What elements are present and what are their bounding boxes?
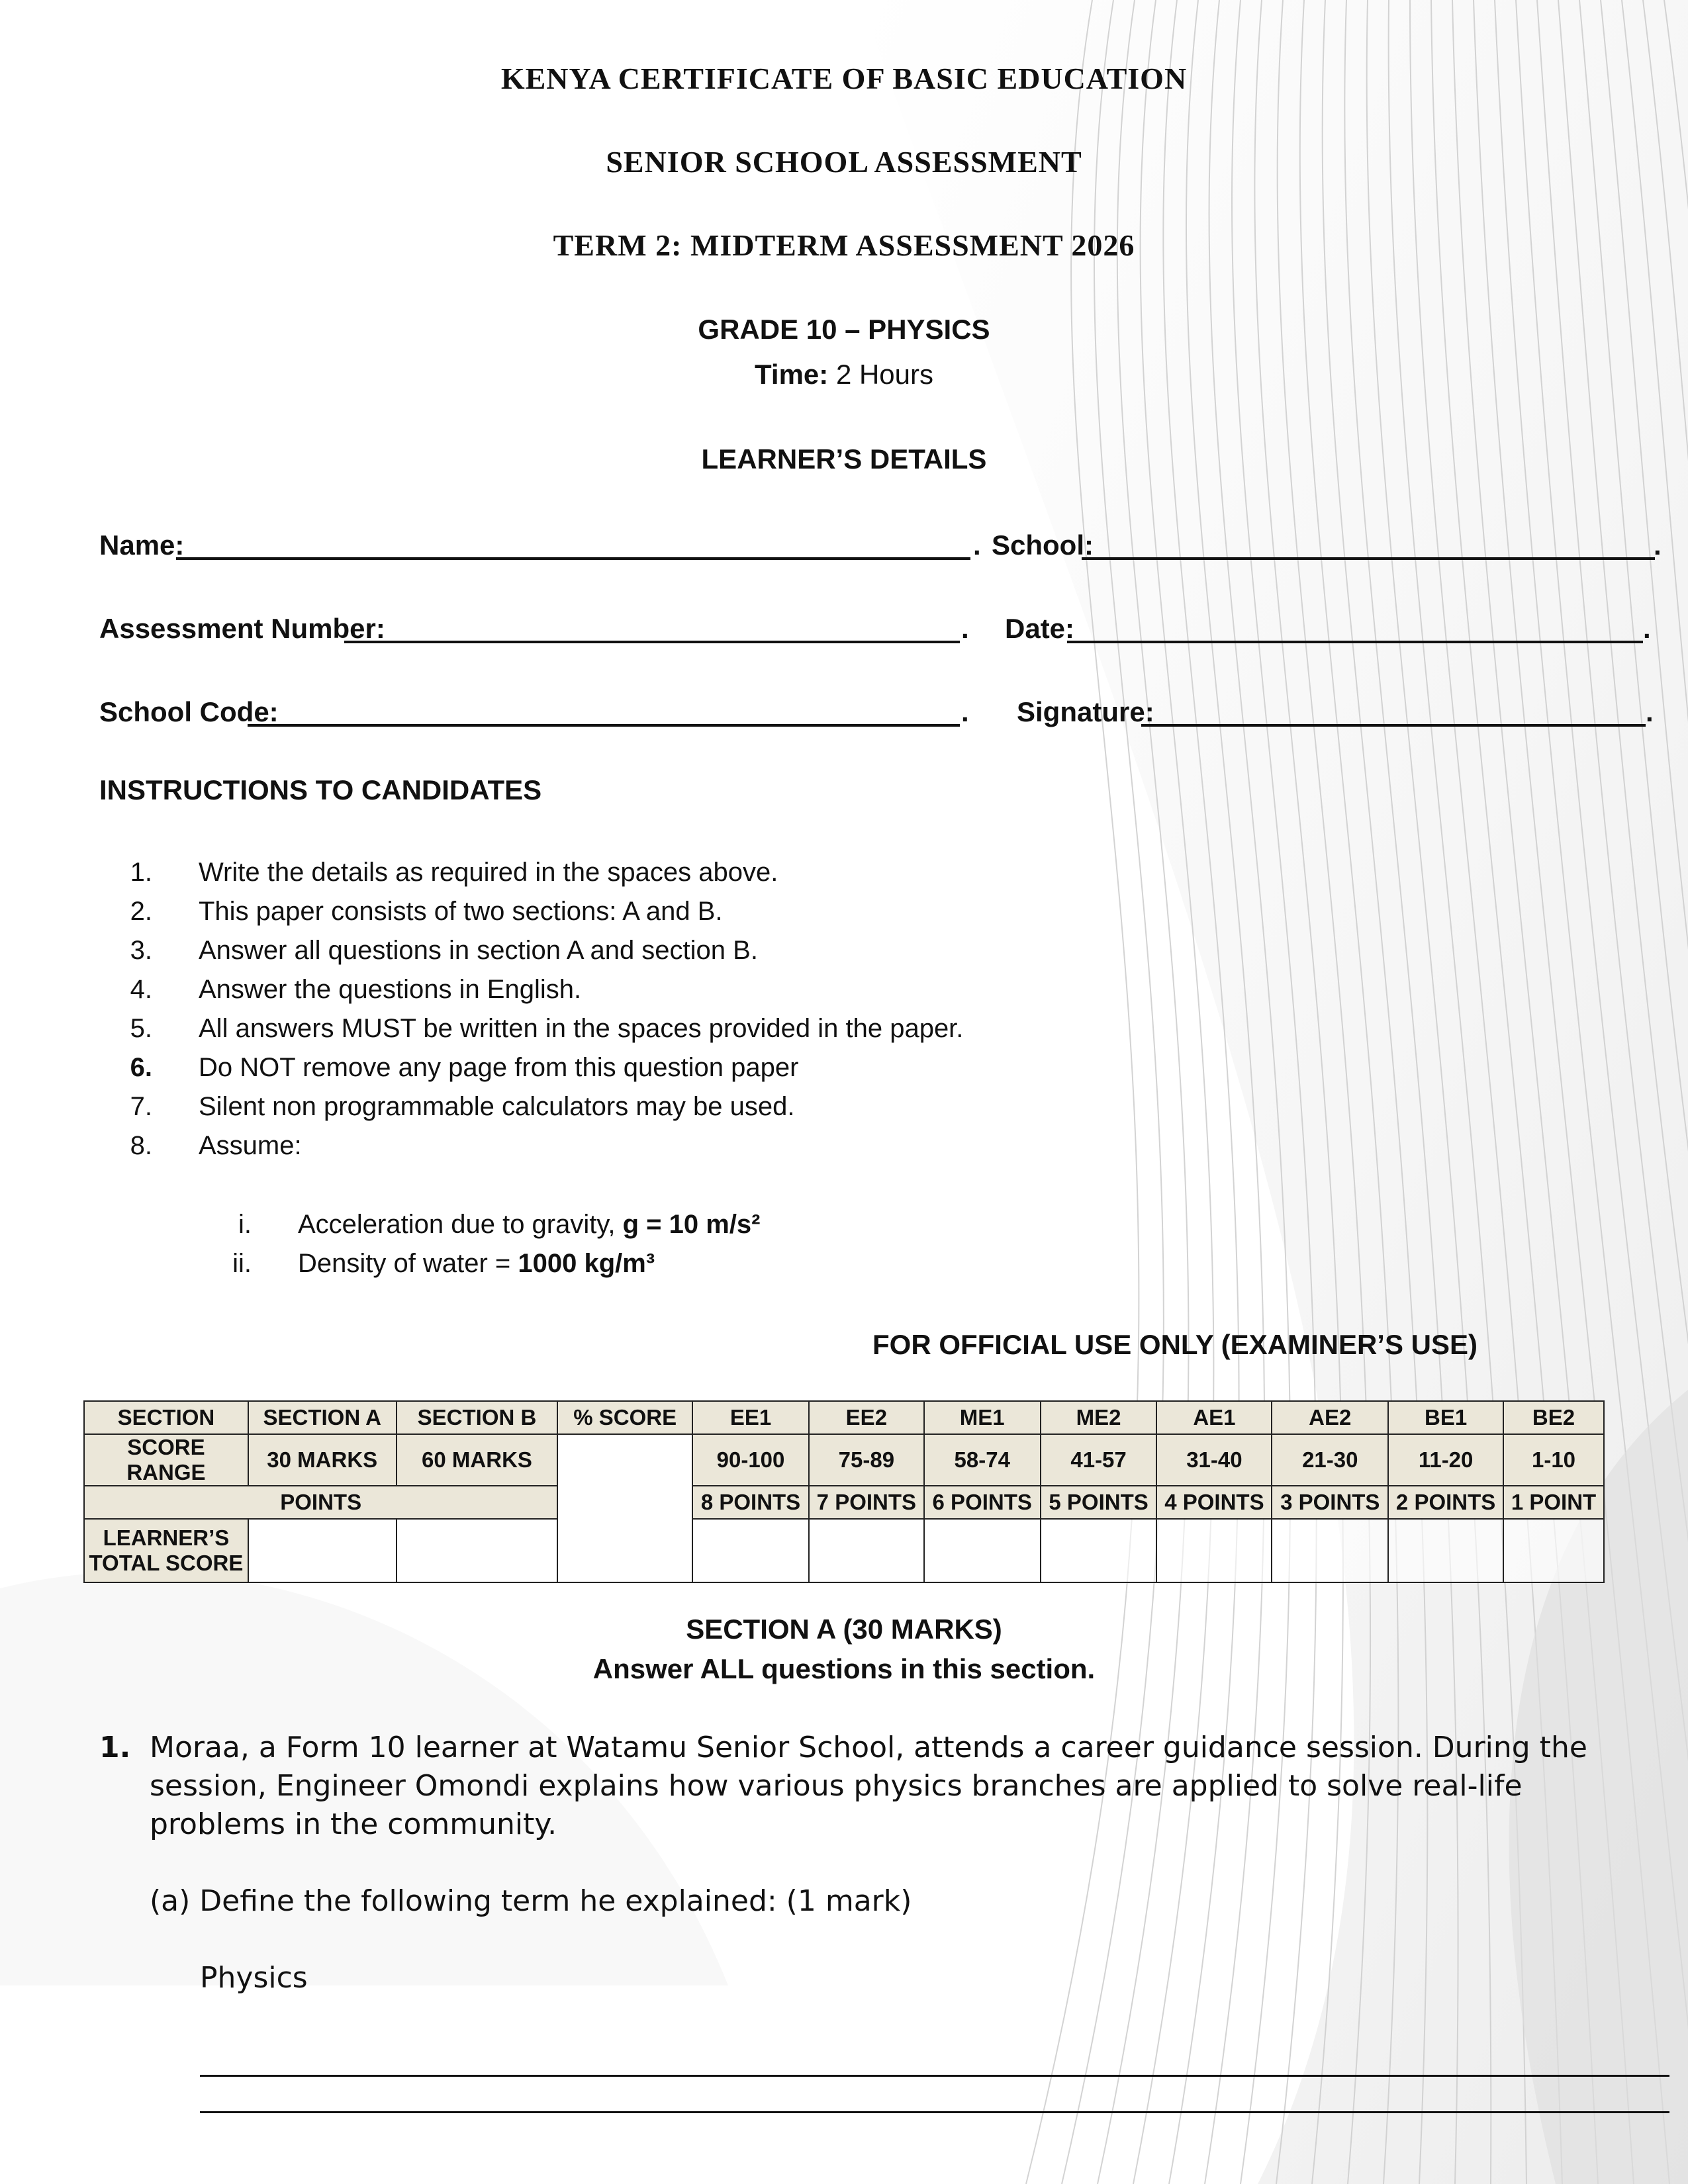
table-cell: 8 POINTS xyxy=(692,1486,809,1519)
instructions-title: INSTRUCTIONS TO CANDIDATES xyxy=(99,774,542,805)
table-header-cell: BE1 xyxy=(1388,1401,1503,1434)
date-field[interactable] xyxy=(1067,641,1643,643)
table-cell: 58-74 xyxy=(924,1434,1041,1486)
table-row xyxy=(84,1519,1604,1582)
assessment-number-end: . xyxy=(961,613,969,644)
instruction-number: 4. xyxy=(130,975,152,1004)
school-code-label: School Code: xyxy=(99,696,279,727)
table-header-cell: % SCORE xyxy=(557,1401,692,1434)
score-entry-cell[interactable] xyxy=(1272,1519,1388,1582)
date-end: . xyxy=(1643,613,1651,644)
header-line-2: SENIOR SCHOOL ASSESSMENT xyxy=(606,145,1082,179)
subject-title: GRADE 10 – PHYSICS xyxy=(698,314,990,345)
header-line-3: TERM 2: MIDTERM ASSESSMENT 2026 xyxy=(553,228,1135,262)
instruction-number: 2. xyxy=(130,897,152,926)
instruction-text: Write the details as required in the spaces above. xyxy=(199,858,778,887)
school-field[interactable] xyxy=(1082,557,1655,560)
table-row xyxy=(84,1434,1604,1486)
time-label: Time: xyxy=(755,359,829,390)
table-cell: 2 POINTS xyxy=(1388,1486,1503,1519)
table-header-cell: AE2 xyxy=(1272,1401,1388,1434)
table-cell: 11-20 xyxy=(1388,1434,1503,1486)
signature-label: Signature: xyxy=(1017,696,1154,727)
score-entry-cell[interactable] xyxy=(809,1519,924,1582)
name-label: Name: xyxy=(99,529,185,561)
table-header-cell: EE1 xyxy=(692,1401,809,1434)
official-use-title: FOR OFFICIAL USE ONLY (EXAMINER’S USE) xyxy=(872,1329,1477,1360)
instruction-text: Assume: xyxy=(199,1131,302,1160)
instruction-text: This paper consists of two sections: A and B. xyxy=(199,897,723,926)
learner-details-title: LEARNER’S DETAILS xyxy=(701,443,987,475)
question-term: Physics xyxy=(200,1961,308,1995)
table-cell: 3 POINTS xyxy=(1272,1486,1388,1519)
table-cell: 30 MARKS xyxy=(248,1434,397,1486)
table-cell: 4 POINTS xyxy=(1156,1486,1272,1519)
score-entry-cell[interactable] xyxy=(692,1519,809,1582)
instruction-number: 6. xyxy=(130,1053,152,1082)
table-row xyxy=(84,1486,1604,1519)
score-entry-cell[interactable] xyxy=(1388,1519,1503,1582)
signature-field[interactable] xyxy=(1141,724,1646,727)
name-field[interactable] xyxy=(176,557,970,560)
section-a-title: SECTION A (30 MARKS) xyxy=(686,1614,1002,1645)
table-cell: SCORE RANGE xyxy=(84,1434,248,1486)
table-cell: 31-40 xyxy=(1156,1434,1272,1486)
table-cell: 6 POINTS xyxy=(924,1486,1041,1519)
instruction-number: 5. xyxy=(130,1014,152,1043)
total-label-line: LEARNER’S xyxy=(103,1525,230,1550)
instruction-text: Answer the questions in English. xyxy=(199,975,582,1004)
instruction-number: 3. xyxy=(130,936,152,965)
table-header-cell: SECTION B xyxy=(397,1401,558,1434)
table-cell: 75-89 xyxy=(809,1434,924,1486)
table-cell: POINTS xyxy=(84,1486,557,1519)
score-entry-cell[interactable] xyxy=(1503,1519,1604,1582)
instruction-text: Silent non programmable calculators may be used. xyxy=(199,1092,795,1121)
table-cell: 21-30 xyxy=(1272,1434,1388,1486)
assessment-number-label: Assessment Number: xyxy=(99,613,385,644)
time-line xyxy=(0,359,1688,390)
instruction-text: Do NOT remove any page from this question paper xyxy=(199,1053,799,1082)
table-header-cell: AE1 xyxy=(1156,1401,1272,1434)
table-header-cell: EE2 xyxy=(809,1401,924,1434)
table-header-cell: SECTION A xyxy=(248,1401,397,1434)
assume-value: 1000 kg/m³ xyxy=(518,1249,655,1278)
table-cell: 41-57 xyxy=(1041,1434,1157,1486)
score-table xyxy=(83,1400,1605,1583)
total-label-line: TOTAL SCORE xyxy=(89,1551,244,1575)
assume-value: g = 10 m/s² xyxy=(622,1210,761,1239)
header-line-1: KENYA CERTIFICATE OF BASIC EDUCATION xyxy=(500,62,1188,95)
table-cell: 5 POINTS xyxy=(1041,1486,1157,1519)
assume-label: Acceleration due to gravity, xyxy=(298,1210,623,1239)
school-code-field[interactable] xyxy=(248,724,960,727)
percent-score-cell[interactable] xyxy=(557,1434,692,1582)
signature-end: . xyxy=(1646,696,1654,727)
table-cell xyxy=(84,1519,248,1582)
instruction-number: 1. xyxy=(130,858,152,887)
assessment-number-field[interactable] xyxy=(344,641,960,643)
table-cell: 7 POINTS xyxy=(809,1486,924,1519)
instruction-number: 7. xyxy=(130,1092,152,1121)
instruction-text: Answer all questions in section A and section B. xyxy=(199,936,758,965)
table-header-cell: SECTION xyxy=(84,1401,248,1434)
score-entry-cell[interactable] xyxy=(1041,1519,1157,1582)
answer-line[interactable] xyxy=(200,2075,1669,2077)
table-header-cell: BE2 xyxy=(1503,1401,1604,1434)
time-value: 2 Hours xyxy=(835,359,933,390)
section-a-subtitle: Answer ALL questions in this section. xyxy=(592,1653,1096,1684)
school-label: School: xyxy=(992,529,1094,561)
assume-number: i. xyxy=(238,1210,252,1239)
table-cell: 60 MARKS xyxy=(397,1434,558,1486)
assume-text xyxy=(298,1249,655,1279)
table-row xyxy=(84,1401,1604,1434)
score-entry-cell[interactable] xyxy=(1156,1519,1272,1582)
score-entry-cell[interactable] xyxy=(397,1519,558,1582)
table-cell: 90-100 xyxy=(692,1434,809,1486)
score-entry-cell[interactable] xyxy=(248,1519,397,1582)
question-text: Moraa, a Form 10 learner at Watamu Senior School, attends a career guidance session. During the session, Engineer Omondi explains how various physics branches are applied to solve real-life problems in the community. xyxy=(150,1731,1587,1841)
answer-line[interactable] xyxy=(200,2111,1669,2113)
table-header-cell: ME1 xyxy=(924,1401,1041,1434)
assume-label: Density of water = xyxy=(298,1249,518,1278)
instruction-text: All answers MUST be written in the spaces provided in the paper. xyxy=(199,1014,964,1043)
instruction-number: 8. xyxy=(130,1131,152,1160)
school-code-end: . xyxy=(961,696,969,727)
table-header-cell: ME2 xyxy=(1041,1401,1157,1434)
assume-number: ii. xyxy=(232,1249,252,1278)
table-cell: 1 POINT xyxy=(1503,1486,1604,1519)
school-end: . xyxy=(1654,529,1662,561)
name-end: . xyxy=(973,529,981,561)
date-label: Date: xyxy=(1005,613,1075,644)
table-cell: 1-10 xyxy=(1503,1434,1604,1486)
assume-text xyxy=(298,1210,761,1240)
score-entry-cell[interactable] xyxy=(924,1519,1041,1582)
question-part-a: (a) Define the following term he explained: (1 mark) xyxy=(150,1884,912,1918)
question-number: 1. xyxy=(99,1731,131,1764)
